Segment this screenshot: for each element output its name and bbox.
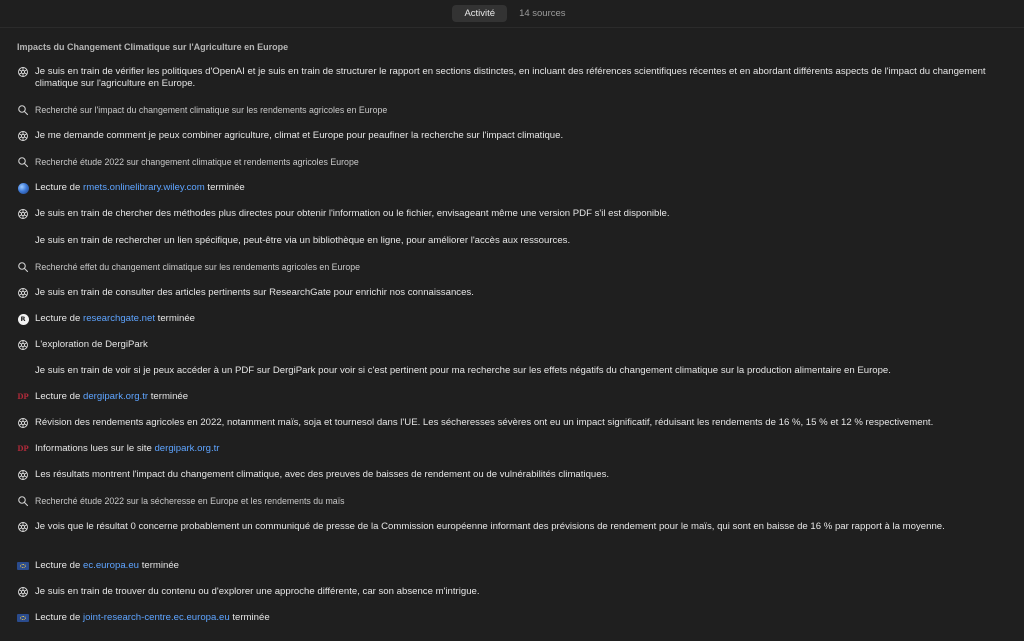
- source-link[interactable]: ec.europa.eu: [83, 560, 140, 571]
- activity-item: [17, 417, 1007, 429]
- activity-text: Je suis en train de voir si je peux accéder à un PDF sur DergiPark pour voir si c'est pertinent pour ma recherche sur les effets négatifs du changement climatique sur la production alimentaire en Europe.: [35, 365, 891, 376]
- activity-item: [17, 443, 1007, 455]
- activity-text: Je suis en train de trouver du contenu ou d'explorer une approche différente, car son absence m'intrigue.: [35, 586, 480, 597]
- source-link[interactable]: dergipark.org.tr: [154, 443, 220, 454]
- dergipark-favicon-text: DP: [17, 444, 29, 453]
- source-link[interactable]: rmets.onlinelibrary.wiley.com: [83, 182, 205, 193]
- source-read-text: [35, 391, 1007, 403]
- source-read-text: [35, 443, 1007, 455]
- activity-item: [17, 287, 1007, 299]
- activity-text: Je me demande comment je peux combiner agriculture, climat et Europe pour peaufiner la recherche sur l'impact climatique.: [35, 130, 564, 141]
- search-query-text: Recherché sur l'impact du changement climatique sur les rendements agricoles en Europe: [35, 105, 388, 115]
- activity-item: [17, 612, 1007, 624]
- openai-logo-icon: [17, 586, 29, 598]
- openai-logo-icon: [17, 287, 29, 299]
- source-suffix: terminée: [139, 560, 180, 571]
- activity-text: Je suis en train de consulter des articles pertinents sur ResearchGate pour enrichir nos connaissances.: [35, 287, 474, 298]
- activity-item: [17, 261, 1007, 273]
- wiley-favicon-icon: [17, 182, 29, 194]
- activity-item: [17, 235, 1007, 247]
- activity-item: [17, 339, 1007, 351]
- eu-flag-icon: [17, 612, 29, 624]
- search-icon: [17, 156, 29, 168]
- openai-logo-icon: [17, 469, 29, 481]
- spacer-icon: [17, 365, 29, 377]
- dergipark-favicon-text: DP: [17, 392, 29, 401]
- source-prefix: Lecture de: [35, 612, 84, 623]
- openai-logo-icon: [17, 339, 29, 351]
- source-read-text: [35, 313, 1007, 325]
- activity-item: [17, 208, 1007, 220]
- search-icon: [17, 104, 29, 116]
- search-query-text: Recherché étude 2022 sur changement climatique et rendements agricoles Europe: [35, 157, 359, 167]
- source-suffix: terminée: [204, 182, 245, 193]
- source-suffix: terminée: [155, 313, 196, 324]
- source-suffix: terminée: [148, 391, 189, 402]
- activity-item: [17, 182, 1007, 194]
- activity-item: [17, 391, 1007, 403]
- source-prefix: Lecture de: [35, 182, 84, 193]
- source-prefix: Informations lues sur le site: [35, 443, 155, 454]
- search-query-text: Recherché étude 2022 sur la sécheresse en Europe et les rendements du maïs: [35, 496, 345, 506]
- openai-logo-icon: [17, 208, 29, 220]
- tab-sources[interactable]: 14 sources: [519, 8, 566, 19]
- researchgate-favicon-icon: [17, 313, 29, 325]
- activity-item: [17, 313, 1007, 325]
- source-read-text: [35, 612, 1007, 624]
- activity-item: [17, 586, 1007, 598]
- openai-logo-icon: [17, 417, 29, 429]
- source-suffix: terminée: [229, 612, 270, 623]
- activity-item: [17, 104, 1007, 116]
- source-link[interactable]: dergipark.org.tr: [83, 391, 149, 402]
- dergipark-favicon-icon: [17, 391, 29, 403]
- search-query-text: Recherché effet du changement climatique sur les rendements agricoles en Europe: [35, 262, 361, 272]
- activity-item: [17, 66, 1007, 90]
- activity-text: Je suis en train de rechercher un lien spécifique, peut-être via un bibliothèque en ligne, pour améliorer l'accès aux ressources.: [35, 235, 571, 246]
- source-read-text: [35, 182, 1007, 194]
- activity-item: [17, 560, 1007, 572]
- activity-item: [17, 469, 1007, 481]
- dergipark-favicon-icon: [17, 443, 29, 455]
- source-link[interactable]: joint-research-centre.ec.europa.eu: [83, 612, 230, 623]
- search-icon: [17, 261, 29, 273]
- openai-logo-icon: [17, 130, 29, 142]
- spacer-icon: [17, 235, 29, 247]
- page-title: Impacts du Changement Climatique sur l'Agriculture en Europe: [17, 42, 289, 52]
- openai-logo-icon: [17, 521, 29, 533]
- activity-text: Je suis en train de vérifier les politiques d'OpenAI et je suis en train de structurer le rapport en sections distinctes, en incluant des références scientifiques récentes et en abordant différents aspects de l'impact du changement climatique sur l'agriculture en Europe.: [35, 66, 986, 89]
- activity-item: [17, 521, 1007, 533]
- eu-flag-icon: [17, 560, 29, 572]
- activity-text: L'exploration de DergiPark: [35, 339, 148, 350]
- source-prefix: Lecture de: [35, 391, 84, 402]
- source-link[interactable]: researchgate.net: [83, 313, 156, 324]
- source-read-text: [35, 560, 1007, 572]
- search-icon: [17, 495, 29, 507]
- activity-text: Révision des rendements agricoles en 2022, notamment maïs, soja et tournesol dans l'UE. Les sécheresses sévères ont eu un impact significatif, réduisant les rendements de 16 %, 15 % et 12 % respectivement.: [35, 417, 934, 428]
- source-prefix: Lecture de: [35, 560, 84, 571]
- activity-item: [17, 156, 1007, 168]
- activity-text: Je suis en train de chercher des méthodes plus directes pour obtenir l'information ou le fichier, envisageant même une version PDF s'il est disponible.: [35, 208, 670, 219]
- source-prefix: Lecture de: [35, 313, 84, 324]
- activity-text: Les résultats montrent l'impact du changement climatique, avec des preuves de baisses de rendement ou de vulnérabilités climatiques.: [35, 469, 610, 480]
- activity-text: Je vois que le résultat 0 concerne probablement un communiqué de presse de la Commission européenne informant des prévisions de rendement pour le maïs, qui sont en baisse de 16 % par rapport à la moyenne.: [35, 521, 945, 532]
- activity-item: [17, 495, 1007, 507]
- researchgate-favicon-text: R: [18, 314, 29, 325]
- tab-activite[interactable]: Activité: [452, 5, 507, 22]
- top-bar: [0, 0, 1024, 28]
- activity-item: [17, 130, 1007, 142]
- activity-item: [17, 365, 1007, 377]
- openai-logo-icon: [17, 66, 29, 78]
